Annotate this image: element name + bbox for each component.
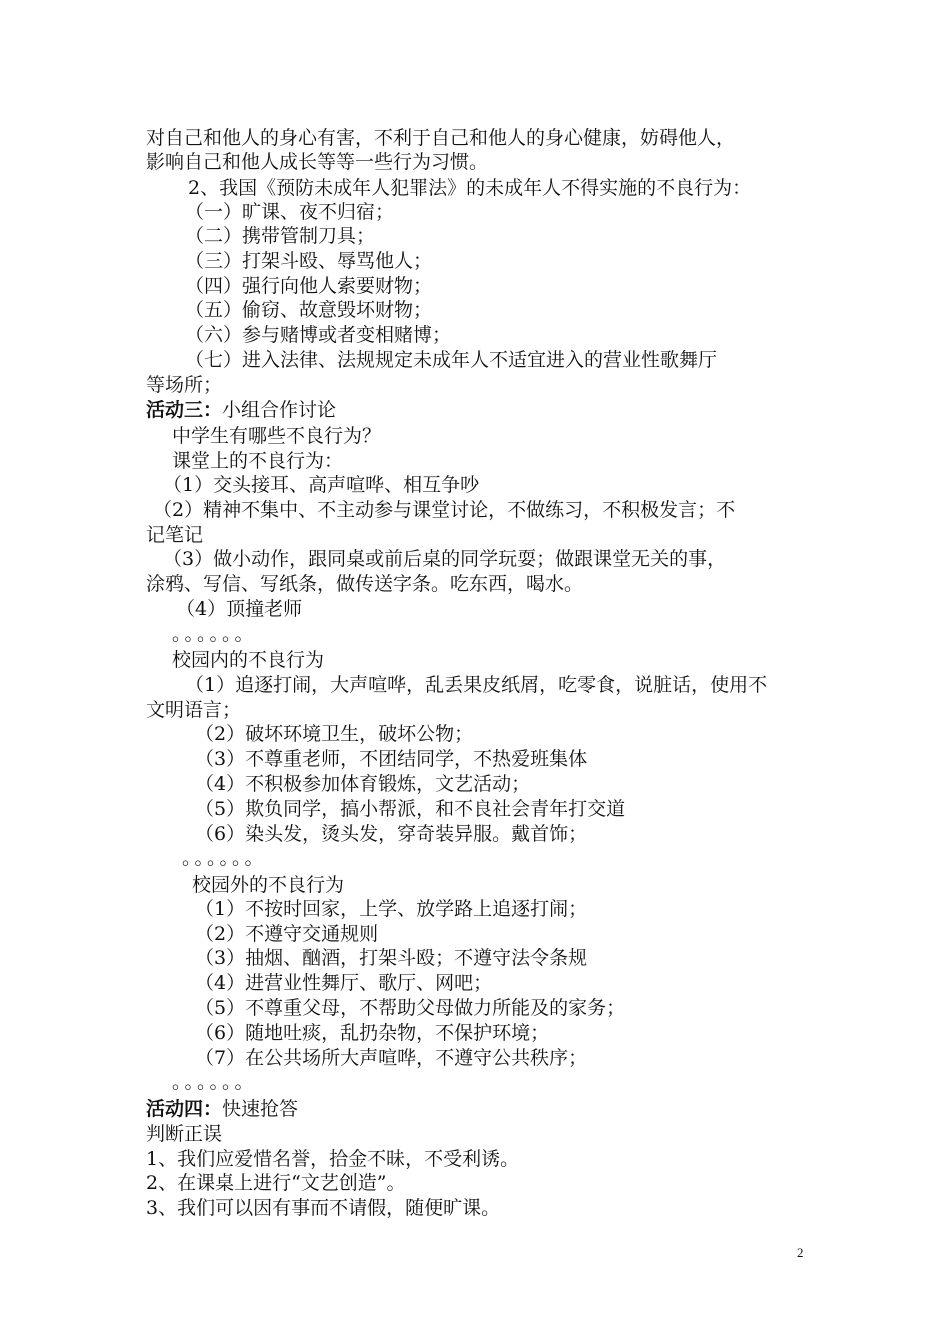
text-line: 校园内的不良行为	[172, 649, 325, 671]
list-item: （四）强行向他人索要财物；	[185, 275, 433, 297]
list-item: （5）不尊重父母，不帮助父母做力所能及的家务；	[195, 997, 626, 1019]
list-item: 1、我们应爱惜名誉，拾金不昧，不受利诱。	[146, 1148, 520, 1170]
list-item: （4）顶撞老师	[176, 598, 303, 620]
list-item: （五）偷窃、故意毁坏财物；	[185, 299, 433, 321]
activity-title: 小组合作讨论	[222, 399, 337, 421]
text-line: 文明语言；	[146, 699, 242, 721]
list-item: （1）交头接耳、高声喧哗、相互争吵	[163, 474, 480, 496]
list-item: （3）做小动作，跟同桌或前后桌的同学玩耍；做跟课堂无关的事，	[163, 548, 727, 570]
list-item: （三）打架斗殴、辱骂他人；	[185, 250, 433, 272]
list-item: （5）欺负同学，搞小帮派，和不良社会青年打交道	[195, 798, 626, 820]
list-item: （4）不积极参加体育锻炼，文艺活动；	[195, 773, 531, 795]
list-item: （2）破坏环境卫生，破坏公物；	[195, 723, 474, 745]
list-item: 2、在课桌上进行“文艺创造”。	[146, 1172, 406, 1194]
list-item: （二）携带管制刀具；	[185, 225, 376, 247]
list-item: （1）追逐打闹，大声喧哗，乱丢果皮纸屑，吃零食，说脏话，使用不	[185, 674, 768, 696]
text-line: 校园外的不良行为	[192, 874, 345, 896]
page-number: 2	[797, 1245, 804, 1260]
list-item: （3）抽烟、酗酒，打架斗殴；不遵守法令条规	[195, 947, 588, 969]
list-item: （七）进入法律、法规规定未成年人不适宜进入的营业性歌舞厅	[185, 349, 718, 371]
text-line: 课堂上的不良行为：	[172, 450, 344, 472]
activity-heading	[146, 398, 336, 422]
list-item: （2）不遵守交通规则	[195, 923, 379, 945]
ellipsis-marks: 。。。。。。	[172, 1071, 257, 1093]
text-line: 判断正误	[146, 1123, 223, 1145]
list-item: （6）染头发，烫头发，穿奇装异服。戴首饰；	[195, 823, 588, 845]
ellipsis-marks: 。。。。。。	[182, 847, 267, 869]
text-line: 对自己和他人的身心有害，不利于自己和他人的身心健康，妨碍他人，	[146, 127, 736, 149]
list-item: （一）旷课、夜不归宿；	[185, 201, 395, 223]
list-item: （2）精神不集中、不主动参与课堂讨论，不做练习，不积极发言；不	[153, 499, 736, 521]
text-line: 2、我国《预防未成年人犯罪法》的未成年人不得实施的不良行为：	[188, 177, 752, 199]
text-line: 影响自己和他人成长等等一些行为习惯。	[146, 151, 489, 173]
list-item: 3、我们可以因有事而不请假，随便旷课。	[146, 1197, 501, 1219]
text-line: 涂鸦、写信、写纸条，做传送字条。吃东西，喝水。	[146, 573, 584, 595]
text-line: 等场所；	[146, 374, 223, 396]
activity-label: 活动三：	[146, 399, 223, 421]
text-line: 记笔记	[146, 524, 204, 546]
list-item: （7）在公共场所大声喧哗，不遵守公共秩序；	[195, 1047, 588, 1069]
text-line: 中学生有哪些不良行为？	[172, 425, 382, 447]
activity-heading	[146, 1097, 298, 1121]
list-item: （六）参与赌博或者变相赌博；	[185, 324, 452, 346]
ellipsis-marks: 。。。。。。	[172, 623, 257, 645]
activity-label: 活动四：	[146, 1098, 223, 1120]
list-item: （4）进营业性舞厅、歌厅、网吧；	[195, 972, 493, 994]
list-item: （3）不尊重老师，不团结同学，不热爱班集体	[195, 748, 588, 770]
list-item: （6）随地吐痰，乱扔杂物，不保护环境；	[195, 1022, 550, 1044]
list-item: （1）不按时回家，上学、放学路上追逐打闹；	[195, 898, 588, 920]
activity-title: 快速抢答	[222, 1098, 299, 1120]
